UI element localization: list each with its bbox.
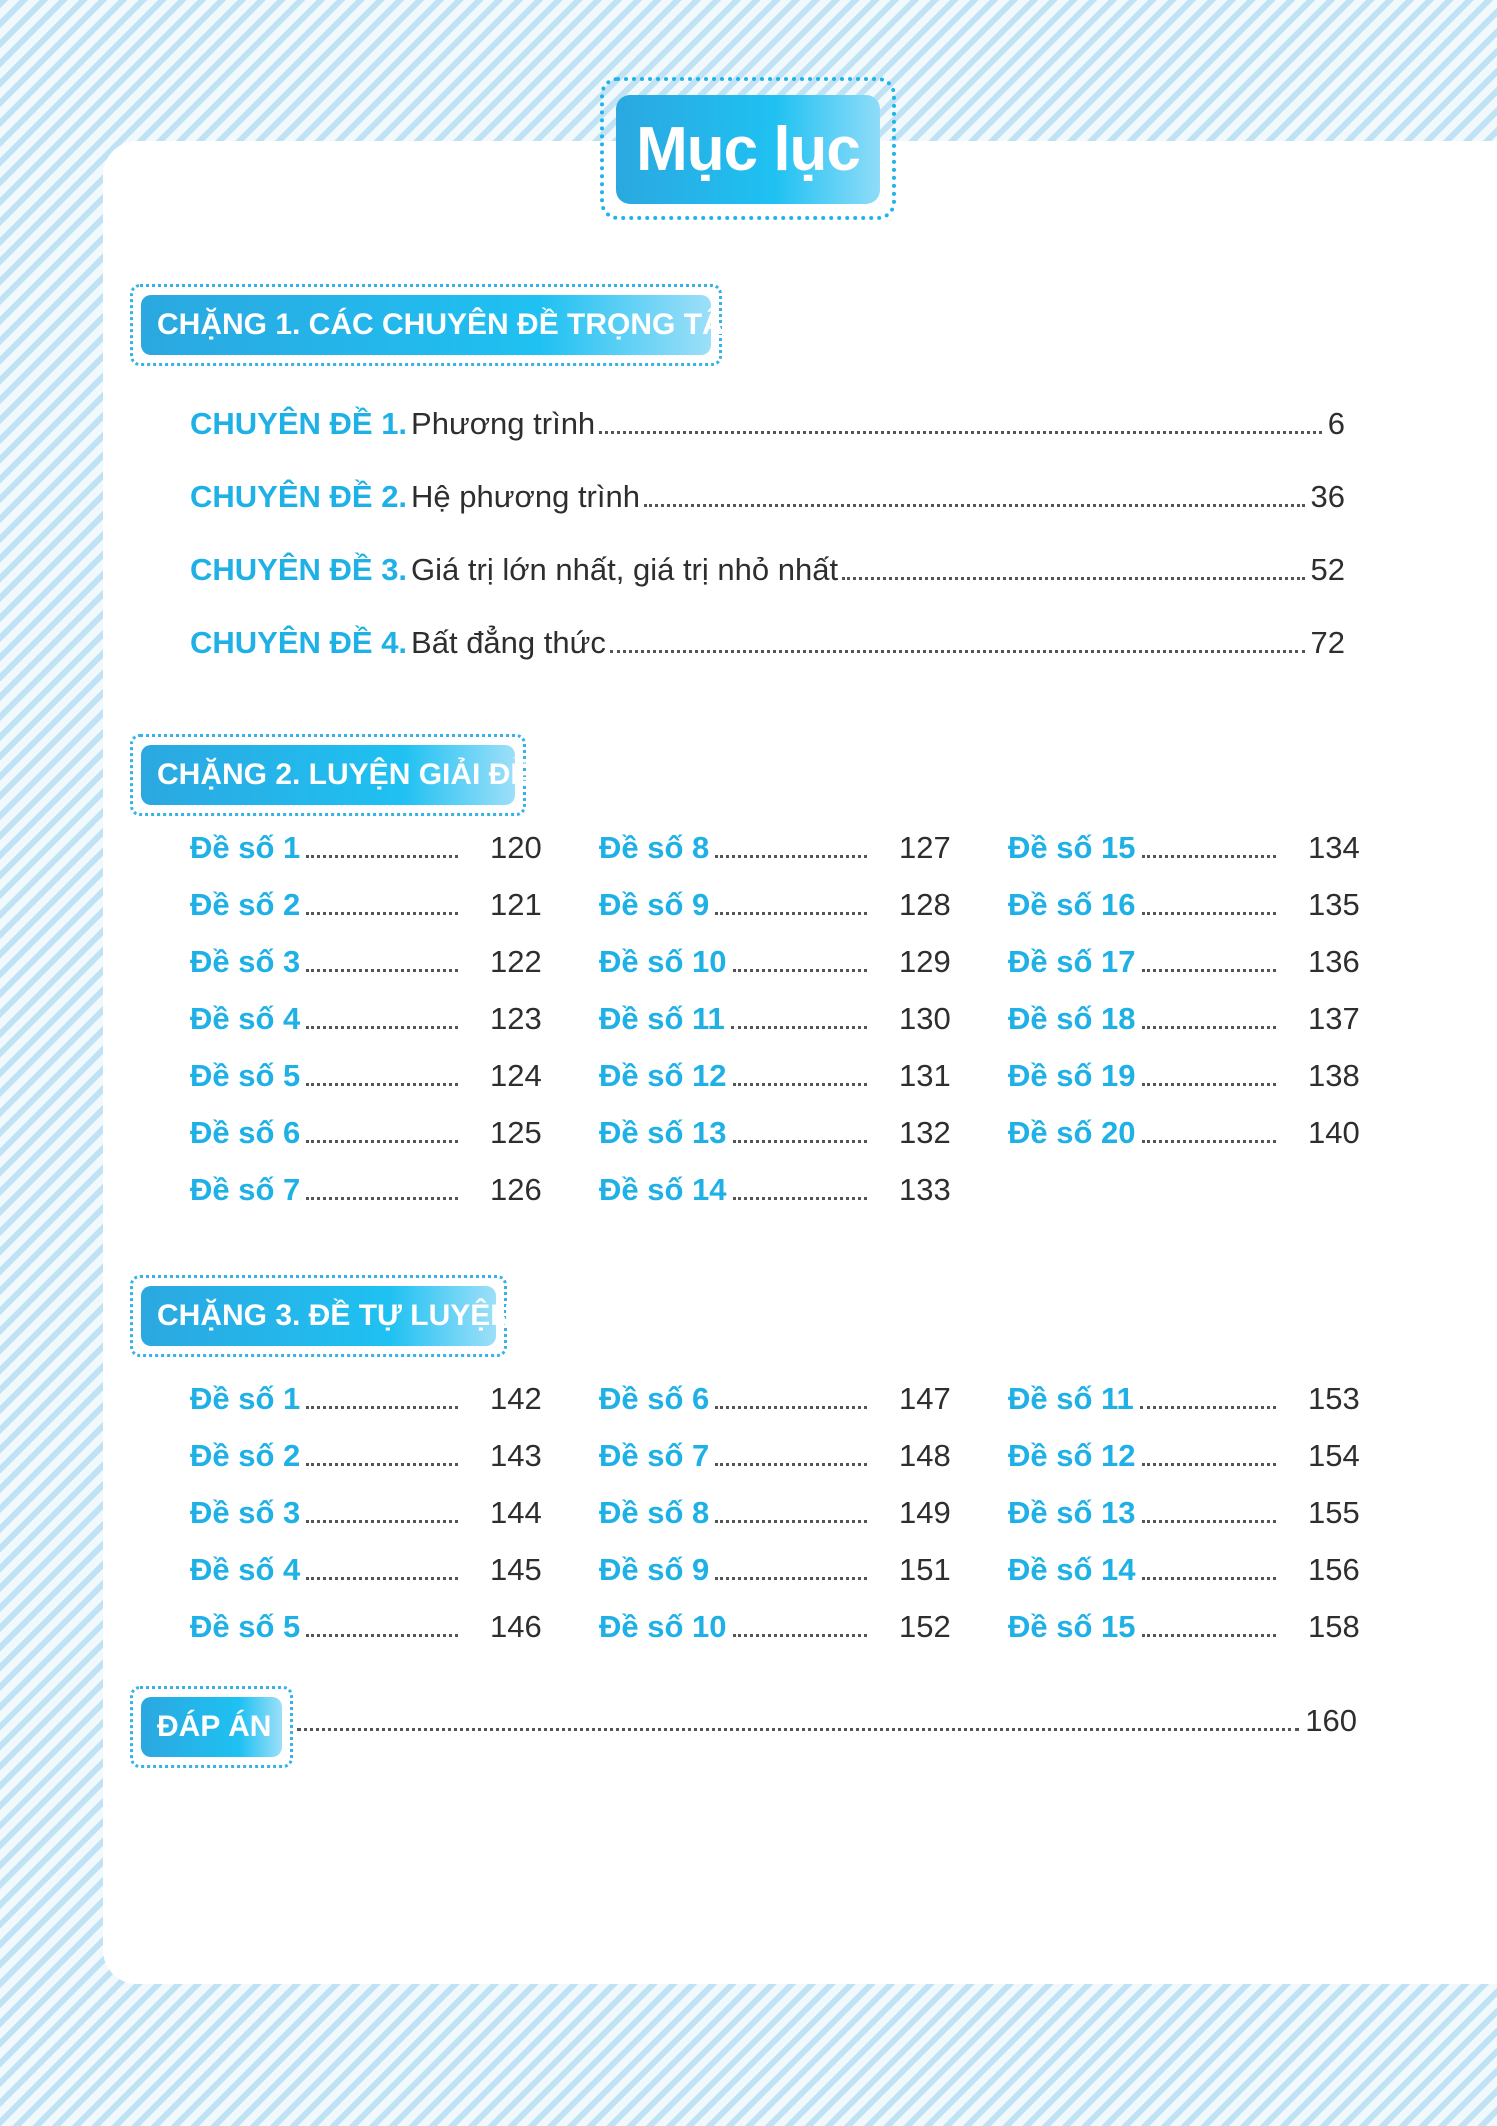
toc-entry-label: Đề số 20 [1008, 1115, 1136, 1150]
chang1-heading[interactable]: CHẶNG 1. CÁC CHUYÊN ĐỀ TRỌNG TÂM [141, 295, 711, 355]
dot-leader [306, 1083, 458, 1086]
toc-entry[interactable] [190, 1115, 462, 1159]
toc-entry[interactable] [190, 887, 462, 931]
chang3-heading[interactable]: CHẶNG 3. ĐỀ TỰ LUYỆN [141, 1286, 496, 1346]
dot-leader [306, 1577, 458, 1580]
toc-entry[interactable] [599, 1552, 871, 1596]
toc-entry-label: Đề số 18 [1008, 1001, 1136, 1036]
toc-entry-label: Đề số 13 [599, 1115, 727, 1150]
dot-leader [842, 577, 1304, 580]
toc-entry-label: Đề số 12 [1008, 1438, 1136, 1473]
toc-entry-label: Đề số 12 [599, 1058, 727, 1093]
dot-leader [306, 855, 458, 858]
toc-row-chuyen-de-2[interactable] [190, 479, 1345, 523]
toc-entry[interactable] [1008, 1552, 1280, 1596]
toc-entry[interactable] [190, 1058, 462, 1102]
toc-entry-label: Đề số 10 [599, 1609, 727, 1644]
toc-entry[interactable] [190, 1609, 462, 1653]
toc-entry-page: 128 [899, 887, 951, 922]
dot-leader [1142, 1026, 1276, 1029]
dot-leader [715, 1520, 867, 1523]
toc-entry-label: Đề số 14 [1008, 1552, 1136, 1587]
toc-row-label: CHUYÊN ĐỀ 3. [190, 552, 408, 587]
toc-entry[interactable] [1008, 830, 1280, 874]
toc-entry-page: 122 [490, 944, 542, 979]
toc-entry-label: Đề số 1 [190, 830, 301, 865]
toc-entry-page: 124 [490, 1058, 542, 1093]
toc-entry[interactable] [1008, 1609, 1280, 1653]
toc-entry-label: Đề số 4 [190, 1001, 301, 1036]
answers-row[interactable] [297, 1703, 1357, 1747]
toc-entry[interactable] [1008, 1001, 1280, 1045]
toc-entry[interactable] [599, 1172, 871, 1216]
dot-leader [731, 1026, 867, 1029]
dot-leader [306, 1634, 458, 1637]
toc-entry-label: Đề số 8 [599, 830, 710, 865]
toc-entry-label: Đề số 6 [599, 1381, 710, 1416]
toc-entry-label: Đề số 7 [190, 1172, 301, 1207]
dot-leader [306, 1463, 458, 1466]
toc-entry-page: 138 [1308, 1058, 1360, 1093]
toc-row-title: Giá trị lớn nhất, giá trị nhỏ nhất [411, 552, 839, 587]
toc-entry-page: 158 [1308, 1609, 1360, 1644]
toc-entry-page: 131 [899, 1058, 951, 1093]
toc-entry-page: 127 [899, 830, 951, 865]
toc-entry-page: 144 [490, 1495, 542, 1530]
toc-entry-page: 142 [490, 1381, 542, 1416]
toc-entry-label: Đề số 13 [1008, 1495, 1136, 1530]
dot-leader [644, 504, 1305, 507]
toc-entry-page: 140 [1308, 1115, 1360, 1150]
dot-leader [715, 912, 867, 915]
toc-entry[interactable] [190, 1001, 462, 1045]
toc-entry[interactable] [599, 1609, 871, 1653]
toc-entry[interactable] [599, 830, 871, 874]
toc-entry-page: 146 [490, 1609, 542, 1644]
toc-entry[interactable] [599, 1115, 871, 1159]
dot-leader [306, 1197, 458, 1200]
toc-entry-label: Đề số 14 [599, 1172, 727, 1207]
toc-entry-label: Đề số 5 [190, 1609, 301, 1644]
dot-leader [1142, 1634, 1276, 1637]
toc-entry-page: 136 [1308, 944, 1360, 979]
dot-leader [733, 1140, 867, 1143]
toc-entry-label: Đề số 3 [190, 1495, 301, 1530]
toc-entry-label: Đề số 8 [599, 1495, 710, 1530]
dot-leader [715, 1463, 867, 1466]
toc-entry-label: Đề số 2 [190, 1438, 301, 1473]
toc-row-chuyen-de-3[interactable] [190, 552, 1345, 596]
toc-entry-page: 135 [1308, 887, 1360, 922]
toc-entry-page: 154 [1308, 1438, 1360, 1473]
toc-entry-page: 153 [1308, 1381, 1360, 1416]
toc-entry-label: Đề số 15 [1008, 830, 1136, 865]
toc-entry-page: 149 [899, 1495, 951, 1530]
toc-entry[interactable] [1008, 1381, 1280, 1425]
toc-entry-label: Đề số 11 [1008, 1381, 1134, 1416]
toc-entry-page: 151 [899, 1552, 951, 1587]
toc-entry-label: Đề số 9 [599, 1552, 710, 1587]
toc-entry-page: 123 [490, 1001, 542, 1036]
toc-entry[interactable] [190, 830, 462, 874]
toc-entry-page: 134 [1308, 830, 1360, 865]
dot-leader [306, 912, 458, 915]
dot-leader [733, 1197, 867, 1200]
toc-entry-label: Đề số 7 [599, 1438, 710, 1473]
toc-entry-page: 156 [1308, 1552, 1360, 1587]
dot-leader [1140, 1406, 1276, 1409]
toc-entry[interactable] [599, 1381, 871, 1425]
toc-entry[interactable] [1008, 887, 1280, 931]
toc-entry[interactable] [190, 1495, 462, 1539]
toc-entry[interactable] [1008, 1438, 1280, 1482]
toc-entry-page: 145 [490, 1552, 542, 1587]
toc-entry-page: 152 [899, 1609, 951, 1644]
toc-entry-label: Đề số 15 [1008, 1609, 1136, 1644]
toc-entry-page: 126 [490, 1172, 542, 1207]
toc-entry[interactable] [1008, 1495, 1280, 1539]
page-title: Mục lục [616, 95, 880, 204]
toc-entry-label: Đề số 10 [599, 944, 727, 979]
dot-leader [1142, 969, 1276, 972]
toc-entry-label: Đề số 6 [190, 1115, 301, 1150]
toc-row-label: CHUYÊN ĐỀ 4. [190, 625, 408, 660]
toc-entry[interactable] [599, 944, 871, 988]
toc-entry-label: Đề số 11 [599, 1001, 725, 1036]
toc-entry-label: Đề số 19 [1008, 1058, 1136, 1093]
toc-row-label: CHUYÊN ĐỀ 1. [190, 406, 408, 441]
dot-leader [1142, 855, 1276, 858]
toc-entry[interactable] [1008, 1058, 1280, 1102]
toc-entry[interactable] [190, 944, 462, 988]
dot-leader [306, 1520, 458, 1523]
toc-entry-label: Đề số 4 [190, 1552, 301, 1587]
dot-leader [306, 1026, 458, 1029]
toc-entry-page: 147 [899, 1381, 951, 1416]
dot-leader [1142, 1577, 1276, 1580]
dot-leader [297, 1728, 1299, 1731]
dot-leader [733, 1634, 867, 1637]
toc-entry[interactable] [599, 1058, 871, 1102]
answers-page: 160 [1305, 1703, 1357, 1738]
toc-row-page: 72 [1310, 625, 1345, 660]
toc-entry-label: Đề số 17 [1008, 944, 1136, 979]
dot-leader [715, 1406, 867, 1409]
toc-row-title: Bất đẳng thức [411, 625, 606, 660]
toc-row-page: 6 [1327, 406, 1345, 441]
dot-leader [306, 1406, 458, 1409]
answers-heading[interactable]: ĐÁP ÁN [141, 1697, 282, 1757]
toc-entry-page: 132 [899, 1115, 951, 1150]
toc-entry-page: 120 [490, 830, 542, 865]
dot-leader [715, 1577, 867, 1580]
toc-entry-page: 121 [490, 887, 542, 922]
toc-entry[interactable] [599, 1495, 871, 1539]
toc-entry[interactable] [190, 1172, 462, 1216]
dot-leader [733, 1083, 867, 1086]
toc-entry[interactable] [1008, 1115, 1280, 1159]
toc-entry-label: Đề số 1 [190, 1381, 301, 1416]
toc-entry-page: 129 [899, 944, 951, 979]
toc-row-page: 52 [1310, 552, 1345, 587]
toc-entry-label: Đề số 16 [1008, 887, 1136, 922]
toc-entry-page: 125 [490, 1115, 542, 1150]
toc-entry-page: 130 [899, 1001, 951, 1036]
toc-row-chuyen-de-1[interactable] [190, 406, 1345, 450]
toc-row-title: Phương trình [411, 406, 596, 441]
toc-row-title: Hệ phương trình [411, 479, 640, 514]
toc-entry[interactable] [599, 1438, 871, 1482]
toc-entry-label: Đề số 3 [190, 944, 301, 979]
dot-leader [1142, 912, 1276, 915]
toc-row-label: CHUYÊN ĐỀ 2. [190, 479, 408, 514]
toc-entry-label: Đề số 2 [190, 887, 301, 922]
dot-leader [599, 431, 1322, 434]
toc-entry[interactable] [190, 1552, 462, 1596]
dot-leader [715, 855, 867, 858]
toc-entry-page: 155 [1308, 1495, 1360, 1530]
toc-entry[interactable] [190, 1438, 462, 1482]
dot-leader [733, 969, 867, 972]
toc-entry-page: 133 [899, 1172, 951, 1207]
toc-row-chuyen-de-4[interactable] [190, 625, 1345, 669]
dot-leader [1142, 1083, 1276, 1086]
dot-leader [610, 650, 1305, 653]
dot-leader [306, 1140, 458, 1143]
toc-entry-page: 143 [490, 1438, 542, 1473]
chang2-heading[interactable]: CHẶNG 2. LUYỆN GIẢI ĐỀ [141, 745, 515, 805]
toc-entry[interactable] [599, 1001, 871, 1045]
toc-entry[interactable] [599, 887, 871, 931]
toc-entry-page: 148 [899, 1438, 951, 1473]
toc-entry-label: Đề số 9 [599, 887, 710, 922]
toc-entry[interactable] [190, 1381, 462, 1425]
dot-leader [1142, 1140, 1276, 1143]
toc-entry[interactable] [1008, 944, 1280, 988]
toc-row-page: 36 [1310, 479, 1345, 514]
dot-leader [306, 969, 458, 972]
dot-leader [1142, 1463, 1276, 1466]
toc-entry-page: 137 [1308, 1001, 1360, 1036]
toc-entry-label: Đề số 5 [190, 1058, 301, 1093]
dot-leader [1142, 1520, 1276, 1523]
